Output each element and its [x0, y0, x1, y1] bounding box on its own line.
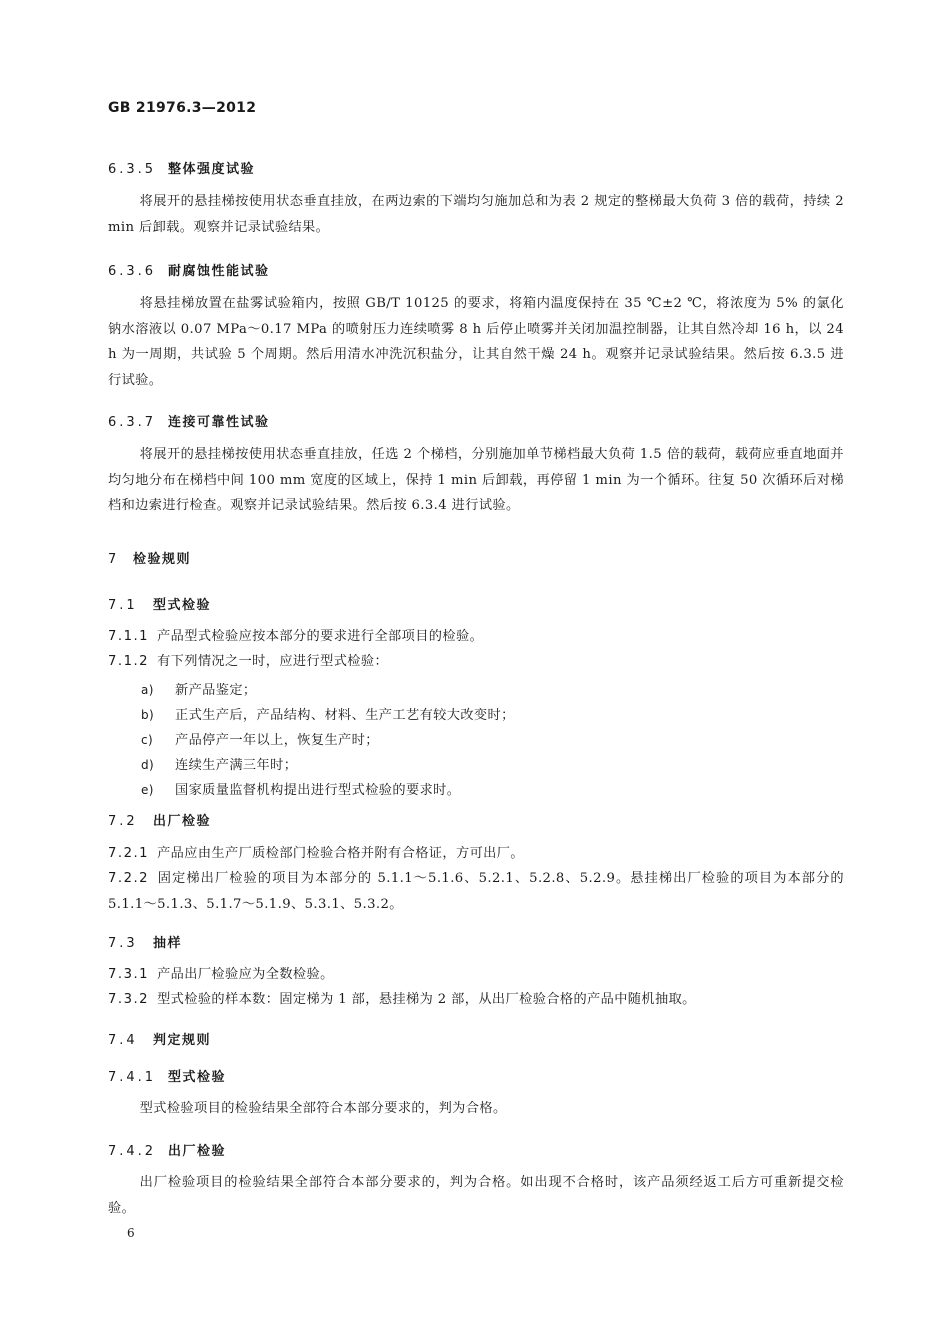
clause-number: 7.3.2 [108, 992, 150, 1007]
list-text: 连续生产满三年时； [175, 758, 298, 773]
clause-number: 7.1.2 [108, 654, 150, 669]
heading-title: 型式检验 [153, 598, 212, 613]
heading-number: 7.4.2 [108, 1144, 157, 1159]
page-number: 6 [127, 1226, 135, 1240]
paragraph-6-3-5: 将展开的悬挂梯按使用状态垂直挂放，在两边索的下端均匀施加总和为表 2 规定的整梯最大负荷 3 倍的载荷，持续 2 min 后卸载。观察并记录试验结果。 [108, 194, 844, 235]
heading-7-4-2 [108, 1140, 226, 1159]
heading-7-4-1 [108, 1066, 226, 1085]
list-marker: e) [141, 783, 154, 797]
heading-title: 耐腐蚀性能试验 [168, 264, 270, 279]
clause-text: 固定梯出厂检验的项目为本部分的 5.1.1～5.1.6、5.2.1、5.2.8、5.2.9。悬挂梯出厂检验的项目为本部分的 5.1.1～5.1.3、5.1.7～5.1.9、5.3.1、5.3.2。 [108, 871, 844, 912]
paragraph-6-3-7: 将展开的悬挂梯按使用状态垂直挂放，任选 2 个梯档，分别施加单节梯档最大负荷 1.5 倍的载荷，载荷应垂直地面并均匀地分布在梯档中间 100 mm 宽度的区域上，保持 1 min 后卸载，再停留 1 min 为一个循环。往复 50 次循环后对梯档和边索进行检查。观察并记录试验结果。然后按 6.3.4 进行试验。 [108, 447, 844, 513]
heading-number: 6.3.6 [108, 264, 157, 279]
list-text: 国家质量监督机构提出进行型式检验的要求时。 [175, 783, 461, 798]
heading-number: 7.3 [108, 936, 138, 951]
heading-number: 7 [108, 552, 120, 567]
list-item [141, 754, 297, 773]
heading-number: 6.3.7 [108, 415, 157, 430]
list-item [141, 679, 257, 698]
list-marker: b) [141, 708, 155, 722]
list-text: 产品停产一年以上，恢复生产时； [175, 733, 379, 748]
clause-text: 产品型式检验应按本部分的要求进行全部项目的检验。 [157, 629, 484, 644]
heading-number: 6.3.5 [108, 162, 157, 177]
heading-7-2 [108, 810, 211, 829]
heading-7-1 [108, 594, 211, 613]
clause-number: 7.3.1 [108, 967, 150, 982]
heading-6-3-6 [108, 260, 270, 279]
heading-6-3-7 [108, 411, 270, 430]
clause-7-2-1 [108, 841, 844, 867]
heading-title: 出厂检验 [168, 1144, 227, 1159]
heading-number: 7.1 [108, 598, 138, 613]
list-marker: a) [141, 683, 154, 697]
heading-7-3 [108, 932, 182, 951]
clause-7-3-1 [108, 962, 844, 988]
heading-title: 连接可靠性试验 [168, 415, 270, 430]
clause-text: 有下列情况之一时，应进行型式检验： [157, 654, 389, 669]
heading-7-4 [108, 1029, 211, 1048]
heading-title: 型式检验 [168, 1070, 227, 1085]
clause-7-1-2 [108, 649, 844, 675]
list-marker: c) [141, 733, 154, 747]
heading-number: 7.4.1 [108, 1070, 157, 1085]
heading-title: 出厂检验 [153, 814, 212, 829]
clause-number: 7.2.1 [108, 846, 150, 861]
heading-title: 整体强度试验 [168, 162, 256, 177]
clause-number: 7.2.2 [108, 871, 150, 886]
list-text: 正式生产后，产品结构、材料、生产工艺有较大改变时； [175, 708, 515, 723]
clause-7-3-2 [108, 987, 844, 1013]
paragraph-7-4-1: 型式检验项目的检验结果全部符合本部分要求的，判为合格。 [139, 1101, 507, 1116]
heading-title: 检验规则 [133, 552, 192, 567]
clause-number: 7.1.1 [108, 629, 150, 644]
list-item [141, 729, 379, 748]
heading-7 [108, 548, 191, 567]
paragraph-7-4-2: 出厂检验项目的检验结果全部符合本部分要求的，判为合格。如出现不合格时，该产品须经返工后方可重新提交检验。 [108, 1175, 844, 1216]
clause-text: 产品出厂检验应为全数检验。 [157, 967, 334, 982]
list-text: 新产品鉴定； [175, 683, 257, 698]
paragraph-6-3-6: 将悬挂梯放置在盐雾试验箱内，按照 GB/T 10125 的要求，将箱内温度保持在 35 ℃±2 ℃，将浓度为 5% 的氯化钠水溶液以 0.07 MPa～0.17 MPa 的喷射压力连续喷雾 8 h 后停止喷雾并关闭加温控制器，让其自然冷却 16 h，以 24 h 为一周期，共试验 5 个周期。然后用清水冲洗沉积盐分，让其自然干燥 24 h。观察并记录试验结果。然后按 6.3.5 进行试验。 [108, 296, 844, 388]
heading-6-3-5 [108, 158, 255, 177]
heading-title: 判定规则 [153, 1033, 212, 1048]
clause-text: 产品应由生产厂质检部门检验合格并附有合格证，方可出厂。 [157, 846, 524, 861]
heading-number: 7.2 [108, 814, 138, 829]
list-marker: d) [141, 758, 155, 772]
list-item [141, 704, 515, 723]
clause-7-2-2 [108, 866, 844, 917]
heading-number: 7.4 [108, 1033, 138, 1048]
list-item [141, 779, 460, 798]
clause-text: 型式检验的样本数：固定梯为 1 部，悬挂梯为 2 部，从出厂检验合格的产品中随机抽取。 [157, 992, 696, 1007]
clause-7-1-1 [108, 624, 844, 650]
standard-code: GB 21976.3—2012 [108, 100, 257, 116]
heading-title: 抽样 [153, 936, 183, 951]
